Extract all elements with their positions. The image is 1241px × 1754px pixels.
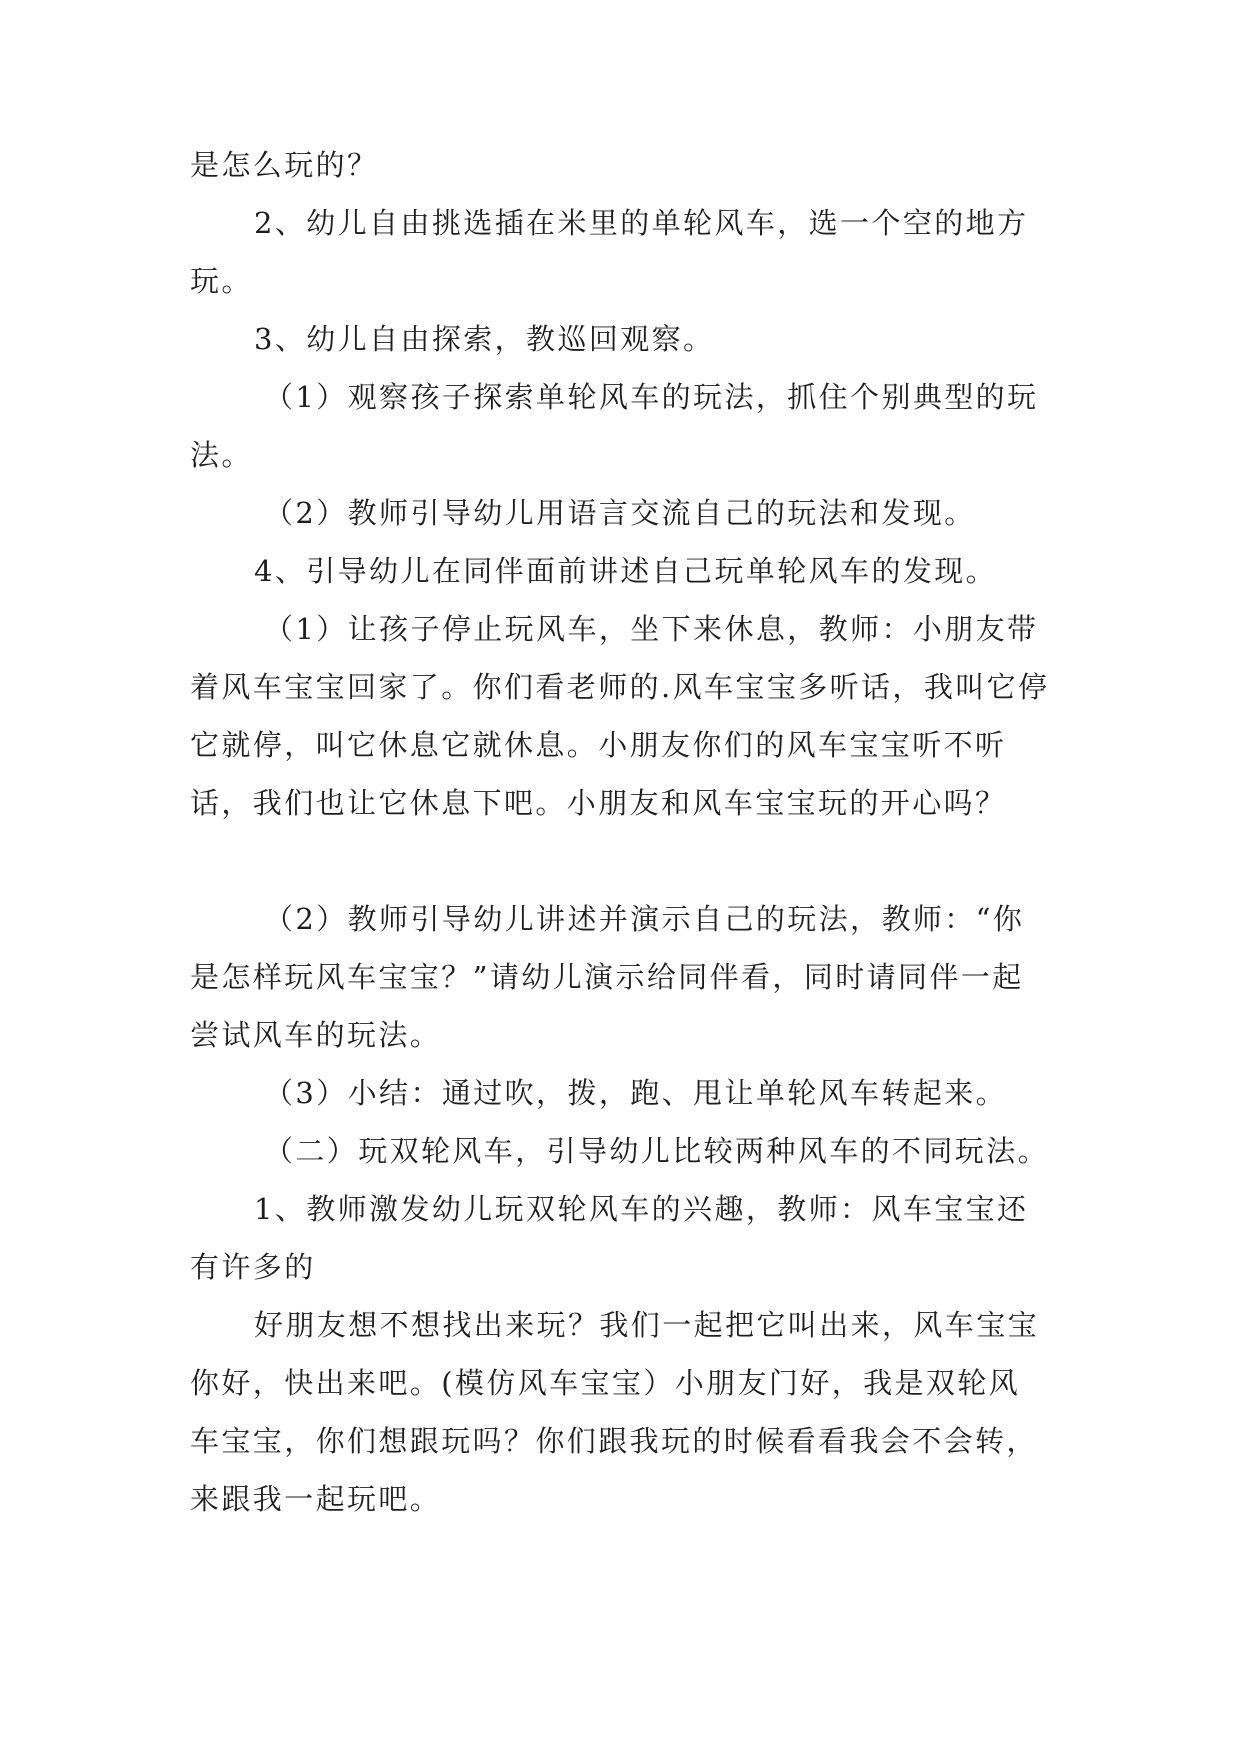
paragraph-1: 是怎么玩的？ — [190, 148, 379, 182]
paragraph-12: 好朋友想不想找出来玩？我们一起把它叫出来，风车宝宝你好，快出来吧。(模仿风车宝宝）小朋友门好，我是双轮风车宝宝，你们想跟玩吗？你们跟我玩的时候看看我会不会转，来跟我一起玩吧。 — [190, 1308, 1040, 1516]
paragraph-3: 3、幼儿自由探索，教巡回观察。 — [254, 322, 715, 356]
paragraph-7: （1）让孩子停止玩风车，坐下来休息，教师：小朋友带着风车宝宝回家了。你们看老师的.风车宝宝多听话，我叫它停它就停，叫它休息它就休息。小朋友你们的风车宝宝听不听话，我们也让它休息下吧。小朋友和风车宝宝玩的开心吗？ — [190, 612, 1050, 820]
paragraph-9: （3）小结：通过吹，拨，跑、甩让单轮风车转起来。 — [264, 1076, 1008, 1110]
paragraph-2: 2、幼儿自由挑选插在米里的单轮风车，选一个空的地方玩。 — [190, 206, 1029, 298]
paragraph-5: （2）教师引导幼儿用语言交流自己的玩法和发现。 — [264, 496, 976, 530]
paragraph-6: 4、引导幼儿在同伴面前讲述自己玩单轮风车的发现。 — [254, 554, 998, 588]
paragraph-10: （二）玩双轮风车，引导幼儿比较两种风车的不同玩法。 — [264, 1134, 1050, 1168]
paragraph-8: （2）教师引导幼儿讲述并演示自己的玩法，教师：“你是怎样玩风车宝宝？”请幼儿演示给同伴看，同时请同伴一起尝试风车的玩法。 — [190, 902, 1025, 1052]
paragraph-4: （1）观察孩子探索单轮风车的玩法，抓住个别典型的玩法。 — [190, 380, 1039, 472]
paragraph-11: 1、教师激发幼儿玩双轮风车的兴趣，教师：风车宝宝还有许多的 — [190, 1192, 1029, 1284]
